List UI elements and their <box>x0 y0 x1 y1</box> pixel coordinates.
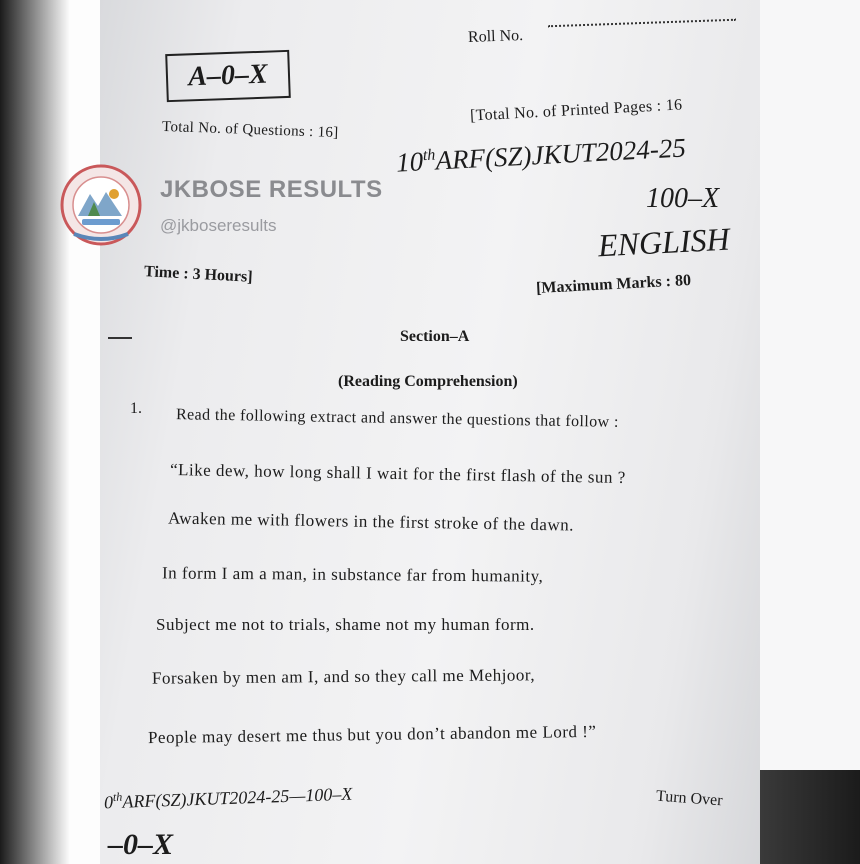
poem-line: In form I am a man, in substance far from humanity, <box>161 563 544 586</box>
series-superscript: th <box>422 146 436 165</box>
photo-right-edge <box>760 0 860 864</box>
poem-line: Subject me not to trials, shame not my human form. <box>156 615 535 634</box>
poem-line: People may desert me thus but you don’t abandon me Lord !” <box>147 721 597 748</box>
footer-code-prefix: 0 <box>103 792 114 813</box>
poem-line: Forsaken by men am I, and so they call me Mehjoor, <box>151 665 536 688</box>
poem-line: Awaken me with flowers in the first stroke of the dawn. <box>167 508 575 535</box>
board-seal-icon <box>60 164 142 246</box>
maximum-marks: [Maximum Marks : 80 <box>535 271 692 298</box>
question-number: 1. <box>130 400 142 417</box>
section-title: Section–A <box>400 328 470 345</box>
watermark-title: JKBOSE RESULTS <box>160 176 383 203</box>
photo-left-edge <box>0 0 100 864</box>
question-instruction: Read the following extract and answer the questions that follow : <box>175 406 619 431</box>
paper-number: 100–X <box>646 183 720 214</box>
time-allowed: Time : 3 Hours] <box>143 263 253 286</box>
total-printed-pages: [Total No. of Printed Pages : 16 <box>469 96 683 125</box>
poem-line: “Like dew, how long shall I wait for the first flash of the sun ? <box>169 460 626 487</box>
margin-dash <box>108 337 132 339</box>
section-subtitle: (Reading Comprehension) <box>338 373 518 390</box>
paper-code-box: A–0–X <box>165 50 291 102</box>
footer-code-rest: ARF(SZ)JKUT2024-25—100–X <box>122 783 353 812</box>
footer-paper-code: –0–X <box>108 828 174 861</box>
roll-number-label: Roll No. <box>467 27 524 46</box>
series-rest: ARF(SZ)JKUT2024-25 <box>434 132 687 176</box>
series-prefix: 10 <box>395 146 424 178</box>
total-questions: Total No. of Questions : 16] <box>161 118 339 142</box>
watermark-handle: @jkboseresults <box>160 216 277 235</box>
footer-code-superscript: th <box>112 789 123 805</box>
turn-over-note: Turn Over <box>655 787 724 810</box>
subject-title: ENGLISH <box>597 220 731 264</box>
